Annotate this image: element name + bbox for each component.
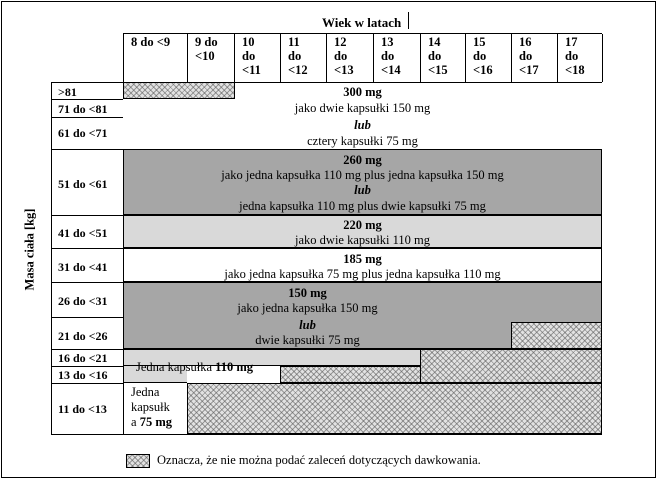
col-sep bbox=[373, 34, 374, 82]
dose-block-220: 220 mg jako dwie kapsułki 110 mg bbox=[123, 215, 602, 248]
dose-110-label: Jedna kapsułka 110 mg bbox=[136, 360, 254, 374]
col-header-8: 8 do <9 bbox=[131, 35, 171, 49]
age-axis-title: Wiek w latach bbox=[322, 15, 402, 30]
no-recommendation-cell bbox=[280, 366, 421, 383]
row-label: 21 do <26 bbox=[58, 329, 108, 343]
dose-75-label: Jedna kapsułk a 75 mg bbox=[131, 385, 172, 429]
row-label: 16 do <21 bbox=[58, 351, 108, 365]
dose-block-150: 150 mg jako jedna kapsułka 150 mg lub dwie kapsułki 75 mg bbox=[123, 282, 602, 349]
weight-axis-label: Masa ciała [kg] bbox=[22, 208, 37, 291]
row-label: 31 do <41 bbox=[58, 260, 108, 274]
dose-block-300: 300 mg jako dwie kapsułki 150 mg lub cztery kapsułki 75 mg bbox=[294, 85, 431, 148]
row-sep bbox=[51, 383, 123, 384]
row-sep bbox=[51, 149, 123, 150]
row-sep bbox=[51, 349, 123, 350]
col-sep bbox=[187, 34, 188, 82]
dose-block-260: 260 mg jako jedna kapsułka 110 mg plus jedna kapsułka 150 mg lub jedna kapsułka 110 mg plus dwie kapsułki 75 mg bbox=[123, 149, 602, 215]
row-sep bbox=[51, 99, 123, 100]
text-cursor bbox=[408, 12, 409, 29]
col-header-12: 12 do <13 bbox=[334, 35, 354, 77]
row-sep bbox=[51, 248, 123, 249]
col-sep bbox=[602, 34, 603, 82]
col-sep bbox=[420, 34, 421, 82]
col-header-10: 10 do <11 bbox=[242, 35, 261, 77]
col-header-14: 14 do <15 bbox=[428, 35, 448, 77]
row-sep bbox=[51, 117, 123, 118]
col-header-15: 15 do <16 bbox=[473, 35, 493, 77]
row-label-left-border bbox=[51, 82, 52, 434]
col-sep bbox=[557, 34, 558, 82]
row-label: 11 do <13 bbox=[58, 402, 107, 416]
row-sep bbox=[51, 215, 123, 216]
table-bottom-line bbox=[123, 434, 602, 435]
no-recommendation-cell bbox=[511, 322, 602, 349]
col-header-11: 11 do <12 bbox=[288, 35, 308, 77]
dosing-table-frame bbox=[1, 1, 656, 478]
row-label: 51 do <61 bbox=[58, 177, 108, 191]
col-header-13: 13 do <14 bbox=[381, 35, 401, 77]
row-label: 26 do <31 bbox=[58, 294, 108, 308]
row-sep bbox=[51, 366, 123, 367]
row-label: 61 do <71 bbox=[58, 126, 108, 140]
row-sep bbox=[51, 282, 123, 283]
no-recommendation-cell bbox=[420, 349, 602, 383]
col-sep bbox=[511, 34, 512, 82]
col-header-17: 17 do <18 bbox=[565, 35, 585, 77]
col-sep bbox=[280, 34, 281, 82]
row-label: 71 do <81 bbox=[58, 102, 108, 116]
legend-text: Oznacza, że nie można podać zaleceń dotyczących dawkowania. bbox=[157, 453, 481, 467]
row-label: 41 do <51 bbox=[58, 226, 108, 240]
no-recommendation-cell bbox=[187, 383, 602, 434]
cell-75-border bbox=[123, 383, 124, 434]
row-label: >81 bbox=[58, 85, 77, 99]
col-sep bbox=[123, 34, 124, 82]
col-sep bbox=[234, 34, 235, 82]
header-top-line bbox=[123, 33, 602, 34]
col-header-9: 9 do <10 bbox=[195, 35, 218, 63]
dose-block-185: 185 mg jako jedna kapsułka 75 mg plus jedna kapsułka 110 mg bbox=[123, 248, 602, 282]
col-header-16: 16 do <17 bbox=[519, 35, 539, 77]
legend-swatch bbox=[126, 454, 150, 468]
col-sep bbox=[326, 34, 327, 82]
row-label: 13 do <16 bbox=[58, 368, 108, 382]
col-sep bbox=[465, 34, 466, 82]
row-sep bbox=[51, 434, 123, 435]
